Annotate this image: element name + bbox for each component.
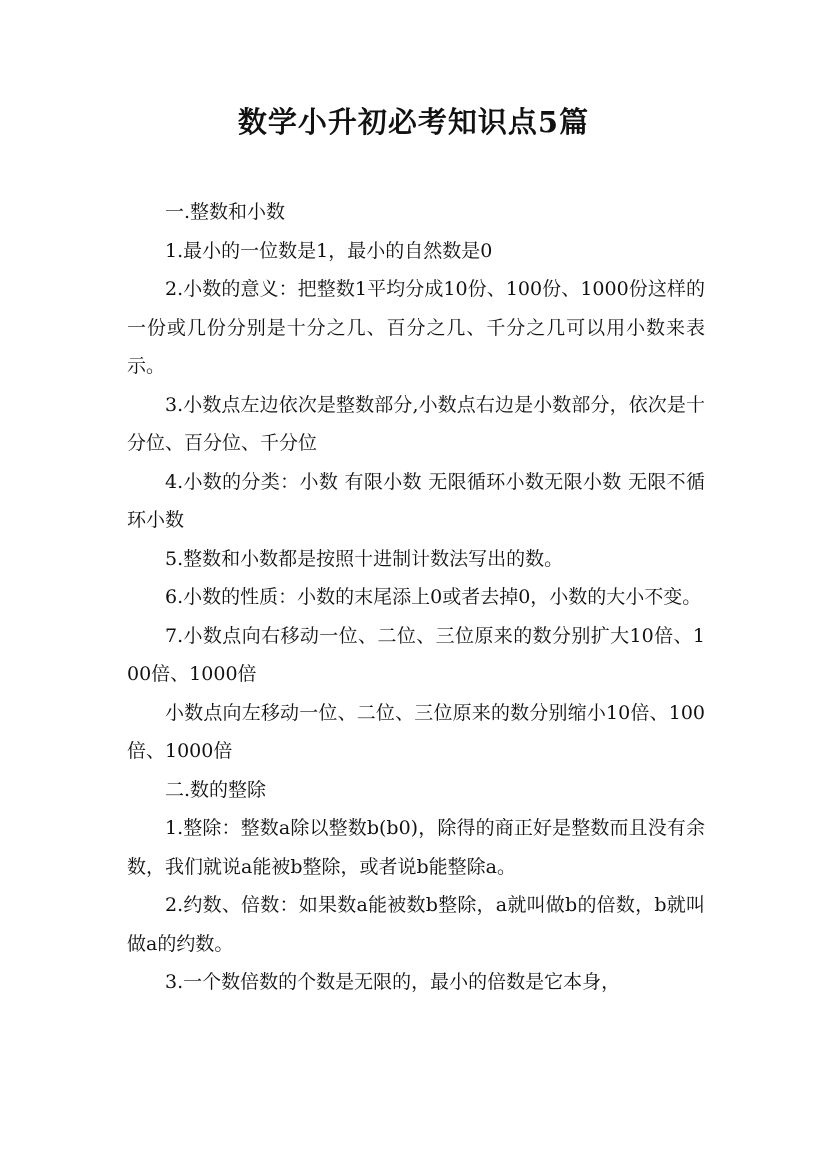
paragraph: 4.小数的分类：小数 有限小数 无限循环小数无限小数 无限不循环小数: [127, 470, 705, 531]
section-heading: 二.数的整除: [165, 778, 267, 801]
paragraph: 2.小数的意义：把整数1平均分成10份、100份、1000份这样的一份或几份分别是十分之几、百分之几、千分之几可以用小数来表示。: [127, 278, 705, 377]
paragraph: 3.一个数倍数的个数是无限的，最小的倍数是它本身，: [165, 971, 621, 993]
paragraph: 6.小数的性质：小数的末尾添上0或者去掉0，小数的大小不变。: [165, 586, 702, 608]
paragraph: 1.整除：整数a除以整数b(b0)，除得的商正好是整数而且没有余数，我们就说a能被b整除，或者说b能整除a。: [127, 817, 705, 878]
paragraph: 3.小数点左边依次是整数部分,小数点右边是小数部分，依次是十分位、百分位、千分位: [127, 393, 705, 454]
section-heading: 一.整数和小数: [165, 201, 286, 223]
document-title: 数学小升初必考知识点5篇: [237, 105, 590, 139]
paragraph: 5.整数和小数都是按照十进制计数法写出的数。: [165, 547, 564, 570]
document-body: [127, 193, 705, 1002]
paragraph: 小数点向左移动一位、二位、三位原来的数分别缩小10倍、100倍、1000倍: [127, 701, 705, 762]
paragraph: 2.约数、倍数：如果数a能被数b整除，a就叫做b的倍数，b就叫做a的约数。: [127, 894, 705, 955]
paragraph: 1.最小的一位数是1，最小的自然数是0: [165, 239, 493, 262]
paragraph: 7.小数点向右移动一位、二位、三位原来的数分别扩大10倍、100倍、1000倍: [127, 624, 705, 685]
